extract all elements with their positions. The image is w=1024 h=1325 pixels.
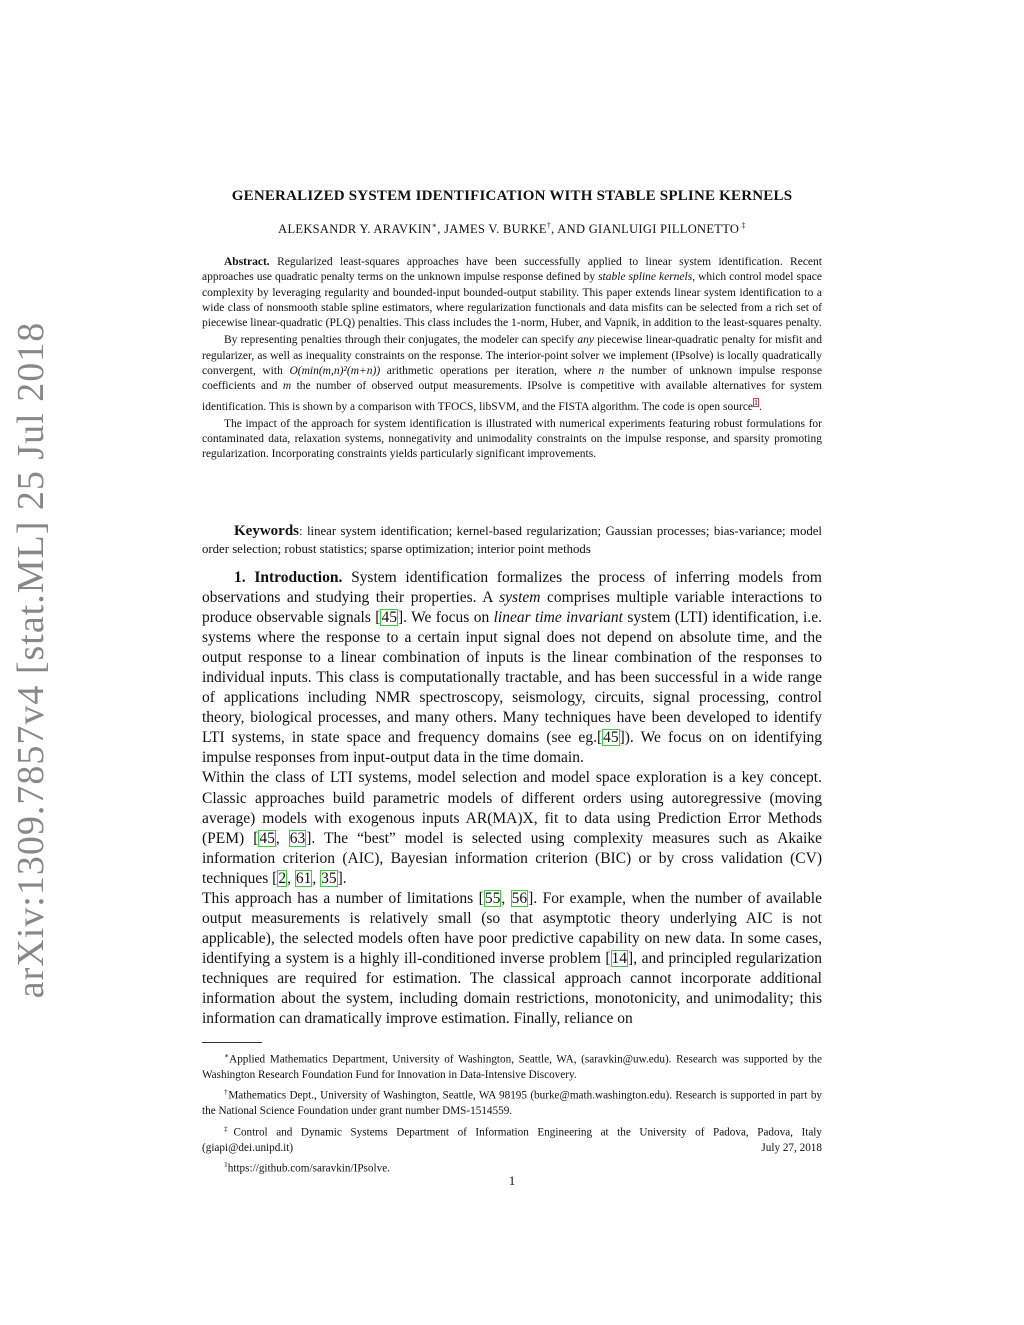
keywords — [202, 522, 822, 558]
abstract-text: arithmetic operations per iteration, where — [380, 365, 599, 378]
citation-link[interactable]: 55 — [484, 889, 501, 907]
body-emphasis: system — [499, 589, 541, 607]
footnote-mark: ∗ — [224, 1051, 230, 1060]
document-date: July 27, 2018 — [761, 1141, 822, 1154]
intro-paragraph-2 — [202, 768, 822, 888]
footnote-aravkin — [202, 1048, 822, 1083]
author-separator: , — [437, 222, 445, 237]
abstract-text: , which control model space complexity by leveraging regularity and bounded-input bounded-output stability. This paper extends linear system identification to a wide class of nonsmooth stable spline estimators, where regularization functionals and data misfits can be selected from a rich set of piecewise linear-quadratic (PLQ) penalties. This class includes the 1-norm, Huber, and Vapnik, in addition to the least-squares penalty. — [202, 271, 822, 330]
citation-link[interactable]: 61 — [295, 869, 312, 887]
citation-link[interactable]: 45 — [259, 829, 275, 847]
citation-separator: , — [312, 869, 321, 887]
footnote-url[interactable]: https://github.com/saravkin/IPsolve. — [227, 1162, 390, 1175]
body-text: comprises multiple variable interactions to produce observable signals [ — [202, 589, 822, 627]
citation-separator: , — [287, 869, 295, 887]
body-text: ]. For example, when the number of available output measurements is relatively small (so that asymptotic theory underlying AIC is not applicable), the selected models often have poor predictive capability on new data. In some cases, identifying a system is a highly ill-conditioned inverse problem [ — [202, 889, 822, 967]
citation-link[interactable]: 14 — [611, 949, 628, 967]
author-burke: JAMES V. BURKE — [444, 222, 547, 237]
author-mark-2: † — [546, 221, 552, 230]
citation-separator: , — [275, 829, 289, 847]
footnotes — [202, 1048, 822, 1178]
footnote-text: Applied Mathematics Department, University of Washington, Seattle, WA, (saravkin@uw.edu). Research was supported by the Washington Research Foundation Fund for Innovation in Data-Intensive Discovery. — [202, 1053, 822, 1082]
abstract — [202, 255, 822, 463]
body-text: ]. — [337, 869, 347, 887]
footnote-text: Mathematics Dept., University of Washington, Seattle, WA 98195 (burke@math.washington.edu). Research is supported in part by the National Science Foundation under grant number DMS-1514559. — [202, 1090, 823, 1118]
abstract-label: Abstract. — [224, 256, 270, 268]
body-text: This approach has a number of limitations [ — [202, 889, 484, 907]
citation-link[interactable]: 2 — [278, 869, 287, 887]
author-mark-1: ∗ — [431, 221, 438, 230]
variable-n: n — [598, 365, 605, 378]
footnote-link-1[interactable]: 1 — [754, 397, 759, 407]
abstract-emphasis: stable spline kernels — [598, 271, 693, 284]
citation-link[interactable]: 35 — [321, 869, 337, 887]
footnote-burke — [202, 1084, 822, 1119]
keywords-label: Keywords — [234, 523, 299, 539]
author-aravkin: ALEKSANDR Y. ARAVKIN — [278, 222, 432, 237]
body-text: ]). We focus on on identifying impulse responses from input-output data in the time domain. — [202, 729, 822, 767]
footnote-mark: 1 — [224, 1159, 228, 1169]
author-list — [202, 221, 822, 237]
footnote-rule — [202, 1042, 262, 1043]
author-pillonetto: GIANLUIGI PILLONETTO — [588, 222, 740, 237]
keywords-text: : linear system identification; kernel-based regularization; Gaussian processes; bias-variance; model order selection; robust statistics; sparse optimization; interior point methods — [202, 524, 822, 556]
abstract-paragraph-1 — [202, 255, 822, 331]
intro-paragraph-1 — [202, 568, 822, 768]
citation-link[interactable]: 45 — [381, 609, 397, 627]
body-text: ]. We focus on — [397, 609, 494, 627]
body-text: ]. The “best” model is selected using complexity measures such as Akaike information criterion (AIC), Bayesian information criterion (BIC) or by cross validation (CV) techniques [ — [202, 829, 822, 887]
footnote-text: Control and Dynamic Systems Department of Information Engineering at the University of Padova, Padova, Italy (giapi@dei.unipd.it) — [202, 1126, 823, 1154]
arxiv-stamp — [0, 0, 62, 1325]
author-separator: , AND — [551, 222, 589, 237]
footnote-mark: ‡ — [224, 1123, 234, 1133]
footnote-pillonetto — [202, 1121, 822, 1156]
author-mark-3: ‡ — [739, 221, 746, 230]
complexity-formula: O(min(m,n)²(m+n)) — [289, 365, 381, 378]
abstract-emphasis: any — [577, 334, 594, 347]
citation-separator: , — [501, 889, 511, 907]
abstract-text: piecewise linear-quadratic penalty for misfit and regularizer, as well as inequality constraints on the response. The interior-point solver we implement (IPsolve) is locally quadratically convergent, with — [202, 334, 822, 378]
variable-m: m — [282, 380, 292, 393]
body-text: ], and principled regularization techniques are required for estimation. The classical approach cannot incorporate additional information about the system, including domain restrictions, monotonicity, and unimodality; this information can dramatically improve estimation. Finally, reliance on — [202, 949, 822, 1028]
citation-link[interactable]: 63 — [289, 829, 306, 847]
body-text: system (LTI) identification, i.e. systems where the response to a certain input signal does not depend on absolute time, and the output response to a linear combination of inputs is the linear combination of the responses to individual inputs. This class is computationally tractable, and has been successful in a wide range of applications including NMR spectroscopy, seismology, circuits, signal processing, control theory, biological processes, and many others. Many techniques have been developed to identify LTI systems, in state space and frequency domains (see eg.[ — [202, 609, 822, 747]
body-text: System identification formalizes the process of inferring models from observations and studying their properties. A — [202, 569, 822, 607]
body-text: Within the class of LTI systems, model selection and model space exploration is a key concept. Classic approaches build parametric models of different orders using autoregressive (moving average) models with exogenous inputs AR(MA)X, fit to data using Prediction Error Methods (PEM) [ — [202, 769, 822, 847]
abstract-text: the number of unknown impulse response coefficients and — [202, 365, 823, 393]
abstract-text: . — [759, 400, 762, 413]
citation-link[interactable]: 45 — [603, 729, 619, 747]
abstract-paragraph-2 — [202, 333, 822, 414]
paper-title: GENERALIZED SYSTEM IDENTIFICATION WITH STABLE SPLINE KERNELS — [231, 188, 793, 204]
abstract-paragraph-3: The impact of the approach for system identification is illustrated with numerical experiments featuring robust formulations for contaminated data, relaxation systems, nonnegativity and unimodality constraints on the impulse response, and sparsity promoting regularization. Incorporating constraints yields particularly significant improvements. — [202, 417, 822, 461]
footnote-mark: † — [224, 1087, 229, 1097]
page-number: 1 — [508, 1173, 516, 1188]
body-emphasis: linear time invariant — [493, 609, 623, 627]
abstract-text: By representing penalties through their conjugates, the modeler can specify — [224, 334, 578, 347]
introduction-section — [202, 568, 822, 1029]
citation-link[interactable]: 56 — [511, 889, 528, 907]
abstract-text: the number of observed output measurements. IPsolve is competitive with available alternatives for system identification. This is shown by a comparison with TFOCS, libSVM, and the FISTA algorithm. The code is open source — [202, 380, 822, 413]
arxiv-identifier: arXiv:1309.7857v4 [stat.ML] 25 Jul 2018 — [10, 321, 52, 999]
abstract-text: Regularized least-squares approaches have been successfully applied to linear system identification. Recent approaches use quadratic penalty terms on the unknown impulse response defined by — [202, 256, 822, 284]
section-heading: 1. Introduction. — [234, 569, 343, 586]
intro-paragraph-3 — [202, 889, 822, 1029]
